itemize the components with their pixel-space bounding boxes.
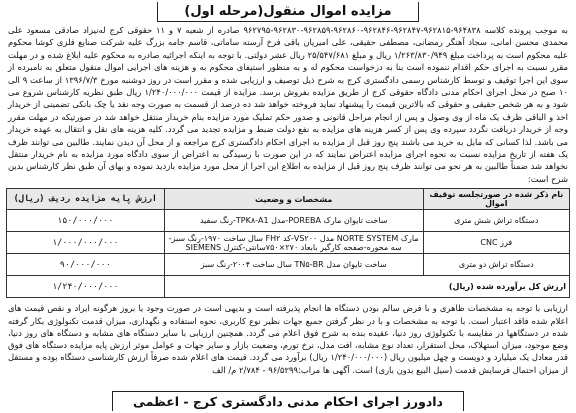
notice-number: آ‌گهی ها مراب:۹۶/۵۲۹۹ - ۲/۷۸۴ م/ الف (212, 364, 350, 375)
closing-paragraph (8, 302, 568, 376)
asset-spec: ساخت تایوان مدل TN۵-BR سال ساخت ۲۰۰۴-رنگ سبز (164, 254, 423, 276)
header-asset-spec: مشخصات و وضعیت (164, 189, 423, 210)
asset-name: دستگاه تراش دو متری (423, 254, 569, 276)
header-asset-price: ارزش پایه مزایده ردیف (ریال) (7, 189, 165, 210)
asset-name: دستگاه تراش شش متری (423, 210, 569, 232)
total-label: ارزش کل برآورده شده (ریال) (164, 276, 569, 298)
table-row (7, 254, 570, 276)
asset-price: ۹۰/۰۰۰/۰۰۰ (7, 254, 165, 276)
assets-table (6, 188, 570, 298)
header-asset-name: نام ذکر شده در صورتجلسه توقیف اموال (423, 189, 569, 210)
asset-price: ۱۵۰/۰۰۰/۰۰۰ (7, 210, 165, 232)
asset-spec: مارک NORTE SYSTEM مدل VS۲۰۰-کد FH۲ سال ساخت ۱۹۷۰-رنگ سبز-سه محوره-صفحه کارگیر بابعاد ۲۷۰×۷۵۰سانتی-کنترل SIEMENS (164, 232, 423, 254)
table-row (7, 232, 570, 254)
closing-text: ارزیابی با توجه به مشخصات ظاهری و با فرض سالم بودن دستگاه ها انجام پذیرفته است و بدیهی است در صورت وجود یا بروز هرگونه ایراد و نقص قیمت های اعلام شده فاقد اعتبار است. با توجه به مشخصات و با در نظر گرفتن جمیع جهات نظیر نوع کاربری، نحوه استفاده و نگهداری، میزان قدمت تکنولوژی بکار گرفته شده در دستگاهها در مقایسه با تکنولوژی روز دنیا، عقیده بنده به شرح فوق اعلام می گردد. همچنین ارزیابی با سایر دستگاه های مشابه و دستگاه های روز دنیا، وضع موجود، میزان استهلاک، محل استقرار، تعداد نوع مشابه، افت مدل، نرخ تورم، وضعیت بازار و سایر جهات و عوامل موثر ارزش پایه مزایده دستگاه های فوق قدر معادل یک میلیارد و دویست و چهل میلیون ریال (۱/۲۴۰/۰۰۰/۰۰۰ ریال) برآورد می گردد. قیمت های اعلام شده صرفاً ارزش کارشناسی دستگاه بوده و مستقل از میزان احتمال فرسایش قدمت (سیل البیع بدون باری) است. (8, 303, 568, 375)
total-value: ۱/۲۴۰/۰۰۰/۰۰۰ (7, 276, 165, 298)
issuer-signature: دادورز اجرای احکام مدنی دادگستری کرج - اعظمی (112, 391, 464, 411)
asset-name: فرز CNC (423, 232, 569, 254)
asset-price: ۱/۰۰۰/۰۰۰/۰۰۰ (7, 232, 165, 254)
table-row (7, 210, 570, 232)
table-total-row (7, 276, 570, 298)
notice-title: مزایده اموال منقول(مرحله اول) (157, 2, 419, 22)
asset-spec: ساخت تایوان مارک POREBA-مدل TPK۸-A1-رنگ سفید (164, 210, 423, 232)
table-header-row (7, 189, 570, 210)
intro-paragraph: به موجب پرونده کلاسه ۹۶۴۸۳۸-۹۶۲۸۱۵-۹۶۲۸۴۷-۹۶۲۸۴۶-۹۶۲۸۶۰-۹۶۲۸۵۹-۹۶۲۸۳۰-۹۶۲۷۹۵ صادره از شعبه ۷ و ۱۱ حقوقی کرج له‌نیزاد صادقی مسعود علی محمدی محسن امانی، سجاد آهنگر رمضانی، مصطفی حقیقی، علی امیریان باقی فرخ آرسته ساماتی، قاسم جامه بزرگ علیه شرکت صنایع فلزی کوشا محکوم علیه محکوم است به پرداخت مبلغ ۱/۲۶۳/۸۳۰/۹۴۹ ریال و مبلغ ۲۵/۵۴۷/۶۸۱ ریال عشر دولتی. با توجه به اینکه اجرائیه صادره به محکوم علیه ابلاغ شده و در مهلت مقرر نسبت به اجرای حکم اقدام ننموده است بنا به درخواست محکوم له و به منظور استیفای محکوم به و هزینه های اجرایی اموال منقول متعلق به نامبرده از سوی این اجرا توقیف و توسط کارشناس رسمی دادگستری کرج به شرح ذیل توصیف و ارزیابی شده و مقرر است در روز دوشنبه مورخ ۱۳۹۶/۷/۳ از ساعت ۹ الی ۱۰ صبح در محل اجرای احکام مدنی دادگاه حقوقی کرج از طریق مزایده بفروش برسد. مزایده از قیمت ۱/۲۴۰/۰۰۰/۰۰۰ ریال طبق نظریه کارشناس شروع می شود و به هر شخص حقیقی و حقوقی که بالاترین قیمت را پیشنهاد نماید فروخته خواهد شد ده درصد از قسمت به صورت وجه نقد یا چک بانکی تضمینی از خریدار اخذ و الباقی ظرف یک ماه از وی وصول و پس از انجام مراحل قانونی و صدور حکم تملیک مورد مزایده بنام خریدار منتقل خواهد شد در صورتیکه در مهلت مقرر وجه از خریدار دریافت نگردد سپرده وی پس از کسر هزینه های مزایده به نفع دولت ضبط و مزایده تجدید می گردد. کلیه هزینه های نقل و انتقال به عهده خریدار می باشد. لذا کسانی که مایل به خرید می باشند پنج روز قبل از مزایده به اجرای احکام دادگستری کرج مراجعه و از محل آن دیدن نمایند. طالبین می توانند ظرف یک هفته از تاریخ مزایده نسبت به نحوه اجرای مزایده اعتراض نمایند که در این صورت با رسیدگی به اعتراض از سوی دادگاه مورد مزایده به نام خریدار منتقل نخواهد شد ضمناً طالبین به هر نحو می توانند ظرف پنج روز قبل از مزایده به اطلاع این اجرا از محل مورد مزایده بازدید نموده و بهای آن طبق نظر کارشناس بدین شرح است: (8, 25, 569, 184)
